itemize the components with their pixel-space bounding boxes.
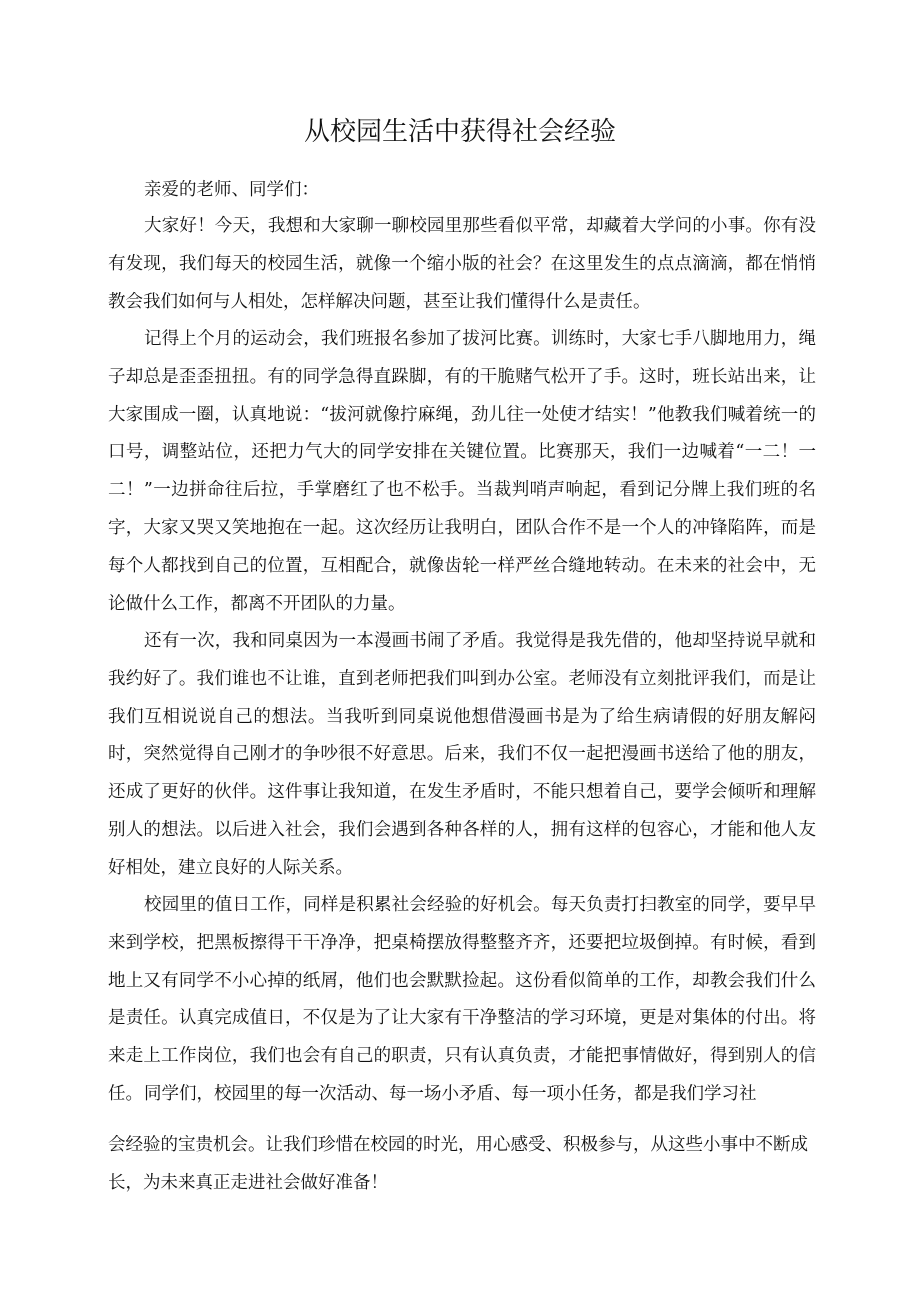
document-title: 从校园生活中获得社会经验 xyxy=(303,117,616,147)
greeting: 亲爱的老师、同学们： xyxy=(144,180,319,200)
paragraph-duty: 校园里的值日工作，同样是积累社会经验的好机会。每天负责打扫教室的同学，要早早来到学校，把黑板擦得干干净净，把桌椅摆放得整整齐齐，还要把垃圾倒掉。有时候，看到地上又有同学不小心掉的纸屑，他们也会默默捡起。这份看似简单的工作，却教会我们什么是责任。认真完成值日，不仅是为了让大家有干净整洁的学习环境，更是对集体的付出。将来走上工作岗位，我们也会有自己的职责，只有认真负责，才能把事情做好，得到别人的信任。 xyxy=(108,895,816,1104)
paragraph-tug-of-war: 记得上个月的运动会，我们班报名参加了拔河比赛。训练时，大家七手八脚地用力，绳子却总是歪歪扭扭。有的同学急得直跺脚，有的干脆赌气松开了手。这时，班长站出来，让大家围成一圈，认真地说：“拔河就像拧麻绳，劲儿往一处使才结实！”他教我们喊着统一的口号，调整站位，还把力气大的同学安排在关键位置。比赛那天，我们一边喊着“一二！一二！”一边拼命往后拉，手掌磨红了也不松手。当裁判哨声响起，看到记分牌上我们班的名字，大家又哭又笑地抱在一起。这次经历让我明白，团队合作不是一个人的冲锋陷阵，而是每个人都找到自己的位置，互相配合，就像齿轮一样严丝合缝地转动。在未来的社会中，无论做什么工作，都离不开团队的力量。 xyxy=(108,329,816,614)
paragraph-intro: 大家好！今天，我想和大家聊一聊校园里那些看似平常，却藏着大学问的小事。你有没有发现，我们每天的校园生活，就像一个缩小版的社会？在这里发生的点点滴滴，都在悄悄教会我们如何与人相处，怎样解决问题，甚至让我们懂得什么是责任。 xyxy=(108,216,816,312)
paragraph-comic-book: 还有一次，我和同桌因为一本漫画书闹了矛盾。我觉得是我先借的，他却坚持说早就和我约好了。我们谁也不让谁，直到老师把我们叫到办公室。老师没有立刻批评我们，而是让我们互相说说自己的想法。当我听到同桌说他想借漫画书是为了给生病请假的好朋友解闷时，突然觉得自己刚才的争吵很不好意思。后来，我们不仅一起把漫画书送给了他的朋友，还成了更好的伙伴。这件事让我知道，在发生矛盾时，不能只想着自己，要学会倾听和理解别人的想法。以后进入社会，我们会遇到各种各样的人，拥有这样的包容心，才能和他人友好相处，建立良好的人际关系。 xyxy=(108,631,816,878)
paragraph-closing-continued: 会经验的宝贵机会。让我们珍惜在校园的时光，用心感受、积极参与，从这些小事中不断成长，为未来真正走进社会做好准备！ xyxy=(108,1135,808,1193)
paragraph-closing-first-line: 同学们，校园里的每一次活动、每一场小矛盾、每一项小任务，都是我们学习社 xyxy=(144,1084,757,1104)
